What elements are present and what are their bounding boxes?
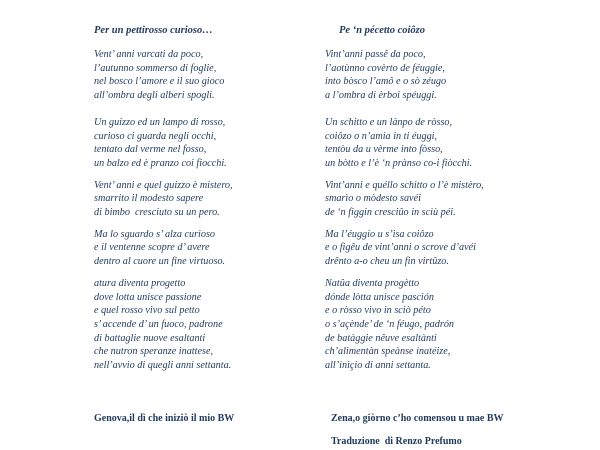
translator-credit: Traduzione di Renzo Prefumo [331, 436, 462, 447]
genoese-title: Pe ‘n pécetto coiôzo [339, 25, 426, 36]
italian-stanza-4 [94, 228, 324, 269]
poem-line: di battaglie nuove esaltanti [94, 332, 206, 344]
poem-line: e quel rosso vivo sul petto [94, 305, 200, 317]
poem-line: atura diventa progetto [94, 277, 186, 289]
poem-line: Vint’anni e quéllo schitto o l’è mistèro, [325, 179, 484, 191]
poem-line: tentato dal verme nel fosso, [94, 144, 207, 156]
italian-stanza-3 [94, 179, 324, 220]
poem-line: l’autunno sommerso di foglie, [94, 62, 217, 74]
poem-line: Un schitto e un lànpo de ròsso, [325, 116, 453, 128]
genoese-stanza-1 [325, 48, 585, 103]
poem-line: Vent’ anni varcati da poco, [94, 49, 204, 60]
poem-line: Ma l’éuggio u s’isa coiôzo [325, 228, 434, 240]
poem-line: dentro al cuore un fine virtuoso. [94, 256, 226, 268]
poem-line: a l’ombra di èrboi spéuggi. [325, 90, 437, 102]
italian-stanza-2 [94, 116, 324, 171]
genoese-stanza-3 [325, 179, 585, 220]
poem-line: Vent’ anni e quel guizzo è mistero, [94, 179, 233, 191]
poem-line: de batàggie nêuve esaltànti [325, 332, 437, 344]
poem-line: curioso ci guarda negli occhi, [94, 130, 217, 142]
poem-line: l’aotùnno covèrto de féuggie, [325, 62, 445, 74]
poem-line: e il ventenne scopre d’ avere [94, 242, 210, 254]
poem-line: Ma lo sguardo s’ alza curioso [94, 228, 216, 240]
poem-line: into bòsco l’amô e o sò zéugo [325, 76, 447, 88]
poem-line: di bimbo cresciuto su un pero. [94, 207, 220, 219]
poem-line: smarìo o mòdesto savéi [325, 193, 421, 205]
poem-line: s’ accende d’ un fuoco, padrone [94, 318, 223, 330]
genoese-dateline: Zena,o giòrno c’ho comensou u mae BW [331, 413, 504, 424]
poem-line: nell’avvio di quegli anni settanta. [94, 360, 232, 372]
italian-dateline: Genova,il dì che iniziò il mio BW [94, 413, 235, 424]
italian-column [94, 24, 324, 373]
poem-line: de ‘n figgin cresciûo in sciù péi. [325, 207, 456, 219]
poem-line: e o figêu de vint’anni o scrove d’avéi [325, 242, 476, 254]
poem-line: ch’alimentàn speànse inatéize, [325, 346, 451, 358]
poem-line: Vint’anni passê da poco, [325, 49, 426, 60]
poem-line: drênto a-o cheu un fin virtûzo. [325, 256, 449, 268]
genoese-column [325, 24, 585, 373]
poem-line: all’inìçio di anni settanta. [325, 360, 431, 372]
poem-line: Natûa diventa progètto [325, 277, 420, 289]
poem-line: un balzo ed è pranzo coi fiocchi. [94, 157, 227, 169]
poem-line: smarrito il modesto sapere [94, 193, 204, 205]
genoese-stanza-2 [325, 116, 585, 171]
poem-line: dove lotta unisce passione [94, 291, 202, 303]
italian-title: Per un pettirosso curioso… [94, 25, 213, 36]
poem-line: dónde lòtta unisce pasción [325, 291, 434, 303]
poem-line: Un guizzo ed un lampo di rosso, [94, 116, 226, 128]
poem-line: e o ròsso vivo in sciò péto [325, 305, 431, 317]
poem-line: che nutron speranze inattese, [94, 346, 214, 358]
genoese-stanza-4 [325, 228, 585, 269]
italian-stanza-1 [94, 48, 324, 103]
poem-line: nel bosco l’amore e il suo gioco [94, 76, 225, 88]
italian-stanza-5 [94, 277, 324, 373]
genoese-stanza-5 [325, 277, 585, 373]
poem-line: all’ombra degli alberi spogli. [94, 90, 215, 102]
poem-line: tentòu da u vèrme into fòsso, [325, 144, 443, 156]
poem-line: o s’açènde’ de ‘n féugo, padrón [325, 318, 455, 330]
poem-line: coiôzo o n’amia in ti éuggi, [325, 130, 438, 142]
poem-line: un bòtto e l’è ‘n prànso co-i fiòcchi. [325, 157, 473, 169]
